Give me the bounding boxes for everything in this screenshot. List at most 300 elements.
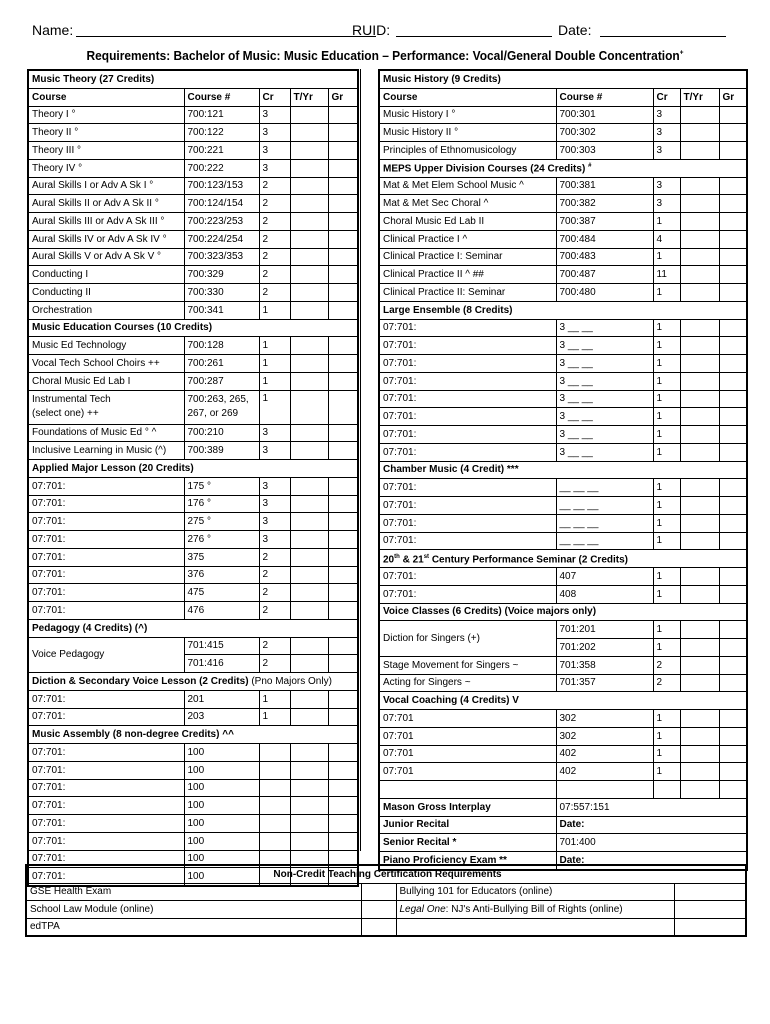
course-number: __ __ __ xyxy=(556,479,653,497)
table-row xyxy=(28,566,358,584)
term-year-cell[interactable] xyxy=(290,230,328,248)
credits: 2 xyxy=(259,284,290,302)
term-year-cell[interactable] xyxy=(680,124,719,142)
term-year-cell[interactable] xyxy=(290,655,328,673)
noncredit-requirements-table xyxy=(25,864,747,937)
grade-cell[interactable] xyxy=(719,674,747,692)
table-row xyxy=(379,727,747,745)
date-field[interactable] xyxy=(600,36,726,37)
credits xyxy=(259,761,290,779)
course-number: 700:301 xyxy=(556,106,653,124)
credits: 1 xyxy=(653,443,680,461)
term-year-cell[interactable] xyxy=(680,639,719,657)
section-header-row xyxy=(379,550,747,568)
grade-cell[interactable] xyxy=(328,195,358,213)
grade-cell[interactable] xyxy=(328,566,358,584)
grade-cell[interactable] xyxy=(328,602,358,620)
term-year-cell[interactable] xyxy=(290,495,328,513)
credits: 1 xyxy=(653,568,680,586)
course-name: 07:701: xyxy=(28,815,184,833)
course-name: 07:701: xyxy=(379,337,556,355)
section-header-row xyxy=(379,692,747,710)
term-year-cell[interactable] xyxy=(680,337,719,355)
table-row xyxy=(28,301,358,319)
term-year-cell[interactable] xyxy=(290,248,328,266)
term-year-cell[interactable] xyxy=(680,532,719,550)
credits: 1 xyxy=(653,621,680,639)
course-name: 07:701: xyxy=(28,761,184,779)
credits: 3 xyxy=(259,495,290,513)
name-label: Name: xyxy=(32,22,74,38)
term-year-cell[interactable] xyxy=(680,497,719,515)
credits xyxy=(259,832,290,850)
term-year-cell[interactable] xyxy=(680,763,719,781)
grade-cell[interactable] xyxy=(328,266,358,284)
course-number: 701:358 xyxy=(556,656,653,674)
credits: 1 xyxy=(653,390,680,408)
course-name: 07:701 xyxy=(379,727,556,745)
section-title: Music History (9 Credits) xyxy=(379,70,747,88)
course-number: 408 xyxy=(556,585,653,603)
check-cell[interactable] xyxy=(361,901,396,919)
grade-cell[interactable] xyxy=(719,745,747,763)
ruid-field[interactable] xyxy=(396,36,552,37)
grade-cell[interactable] xyxy=(328,177,358,195)
course-name: Aural Skills IV or Adv A Sk IV ° xyxy=(28,230,184,248)
course-name: Vocal Tech School Choirs ++ xyxy=(28,355,184,373)
term-year-cell[interactable] xyxy=(680,426,719,444)
grade-cell[interactable] xyxy=(719,337,747,355)
table-row xyxy=(28,708,358,726)
course-name: 07:701: xyxy=(379,443,556,461)
course-number: 700:128 xyxy=(184,337,259,355)
term-year-cell[interactable] xyxy=(290,815,328,833)
term-year-cell[interactable] xyxy=(290,779,328,797)
term-year-cell[interactable] xyxy=(290,797,328,815)
grade-cell[interactable] xyxy=(328,761,358,779)
grade-cell[interactable] xyxy=(719,213,747,231)
grade-cell[interactable] xyxy=(719,390,747,408)
term-year-cell[interactable] xyxy=(680,319,719,337)
term-year-cell[interactable] xyxy=(290,301,328,319)
grade-cell[interactable] xyxy=(719,142,747,160)
grade-cell[interactable] xyxy=(328,637,358,655)
term-year-cell[interactable] xyxy=(290,159,328,177)
term-year-cell[interactable] xyxy=(290,213,328,231)
term-year-cell[interactable] xyxy=(680,355,719,373)
grade-cell[interactable] xyxy=(328,248,358,266)
table-row xyxy=(28,602,358,620)
grade-cell[interactable] xyxy=(328,390,358,424)
term-year-cell[interactable] xyxy=(290,142,328,160)
credits: 1 xyxy=(259,708,290,726)
term-year-cell[interactable] xyxy=(290,531,328,549)
credits: 2 xyxy=(259,177,290,195)
term-year-cell[interactable] xyxy=(680,408,719,426)
course-name: 07:701: xyxy=(28,744,184,762)
grade-cell[interactable] xyxy=(328,779,358,797)
table-row xyxy=(379,816,747,834)
credits: 1 xyxy=(653,408,680,426)
section-title: Music Assembly (8 non-degree Credits) ^^ xyxy=(28,726,358,744)
term-year-cell[interactable] xyxy=(290,390,328,424)
term-year-cell[interactable] xyxy=(290,372,328,390)
requirement-cell: GSE Health Exam xyxy=(26,883,361,901)
table-row xyxy=(379,408,747,426)
term-year-cell[interactable] xyxy=(680,195,719,213)
course-number: 407 xyxy=(556,568,653,586)
grade-cell[interactable] xyxy=(719,585,747,603)
credits: 1 xyxy=(653,248,680,266)
section-title: Chamber Music (4 Credit) *** xyxy=(379,461,747,479)
grade-cell[interactable] xyxy=(719,230,747,248)
course-number: 3 __ __ xyxy=(556,390,653,408)
term-year-cell[interactable] xyxy=(290,761,328,779)
credits: 1 xyxy=(259,690,290,708)
credits xyxy=(653,781,680,799)
table-row xyxy=(379,337,747,355)
grade-cell[interactable] xyxy=(719,710,747,728)
grade-cell[interactable] xyxy=(328,284,358,302)
grade-cell[interactable] xyxy=(719,319,747,337)
term-year-cell[interactable] xyxy=(680,372,719,390)
grade-cell[interactable] xyxy=(719,621,747,639)
grade-cell[interactable] xyxy=(328,213,358,231)
credits: 11 xyxy=(653,266,680,284)
course-number: 701:416 xyxy=(184,655,259,673)
grade-cell[interactable] xyxy=(719,195,747,213)
term-year-cell[interactable] xyxy=(290,602,328,620)
term-year-cell[interactable] xyxy=(290,513,328,531)
term-year-cell[interactable] xyxy=(290,708,328,726)
name-field[interactable] xyxy=(76,36,376,37)
grade-cell[interactable] xyxy=(719,426,747,444)
course-name: Clinical Practice II: Seminar xyxy=(379,284,556,302)
course-number: 375 xyxy=(184,548,259,566)
course-name xyxy=(379,781,556,799)
grade-cell[interactable] xyxy=(328,797,358,815)
term-year-cell[interactable] xyxy=(290,442,328,460)
term-year-cell[interactable] xyxy=(680,230,719,248)
course-name: 07:701: xyxy=(28,832,184,850)
course-number: 3 __ __ xyxy=(556,319,653,337)
course-name: 07:701: xyxy=(379,390,556,408)
requirement-value[interactable]: 07:557:151 xyxy=(556,798,747,816)
term-year-cell[interactable] xyxy=(680,745,719,763)
term-year-cell[interactable] xyxy=(680,781,719,799)
course-number: 700:483 xyxy=(556,248,653,266)
term-year-cell[interactable] xyxy=(680,142,719,160)
table-row xyxy=(379,763,747,781)
grade-cell[interactable] xyxy=(328,708,358,726)
table-row xyxy=(28,142,358,160)
credits: 1 xyxy=(653,710,680,728)
grade-cell[interactable] xyxy=(719,124,747,142)
table-row xyxy=(28,548,358,566)
section-title: Diction & Secondary Voice Lesson (2 Credits) (Pno Majors Only) xyxy=(28,673,358,691)
course-number: 476 xyxy=(184,602,259,620)
grade-cell[interactable] xyxy=(719,514,747,532)
term-year-cell[interactable] xyxy=(290,337,328,355)
course-name: 07:701: xyxy=(28,868,184,886)
credits: 2 xyxy=(653,674,680,692)
table-row xyxy=(28,797,358,815)
grade-cell[interactable] xyxy=(328,442,358,460)
term-year-cell[interactable] xyxy=(680,514,719,532)
check-cell[interactable] xyxy=(674,918,746,936)
grade-cell[interactable] xyxy=(719,781,747,799)
check-cell[interactable] xyxy=(361,883,396,901)
term-year-cell[interactable] xyxy=(290,195,328,213)
credits: 2 xyxy=(259,195,290,213)
grade-cell[interactable] xyxy=(719,408,747,426)
credits: 1 xyxy=(259,355,290,373)
course-name: 07:701: xyxy=(379,532,556,550)
grade-cell[interactable] xyxy=(328,372,358,390)
section-header-row xyxy=(28,70,358,88)
section-title: Applied Major Lesson (20 Credits) xyxy=(28,460,358,478)
grade-cell[interactable] xyxy=(328,230,358,248)
course-name: Theory III ° xyxy=(28,142,184,160)
section-title: Vocal Coaching (4 Credits) V xyxy=(379,692,747,710)
section-title: 20th & 21st Century Performance Seminar (2 Credits) xyxy=(379,550,747,568)
course-number: 203 xyxy=(184,708,259,726)
term-year-cell[interactable] xyxy=(680,568,719,586)
grade-cell[interactable] xyxy=(719,355,747,373)
term-year-cell[interactable] xyxy=(680,710,719,728)
term-year-cell[interactable] xyxy=(680,266,719,284)
course-name: 07:701: xyxy=(379,585,556,603)
grade-cell[interactable] xyxy=(328,477,358,495)
credits: 2 xyxy=(259,213,290,231)
check-cell[interactable] xyxy=(674,901,746,919)
grade-cell[interactable] xyxy=(719,372,747,390)
term-year-cell[interactable] xyxy=(680,585,719,603)
course-number: __ __ __ xyxy=(556,497,653,515)
term-year-cell[interactable] xyxy=(680,284,719,302)
table-row xyxy=(379,390,747,408)
course-number: 700:224/254 xyxy=(184,230,259,248)
requirement-value[interactable]: Date: xyxy=(556,816,747,834)
grade-cell[interactable] xyxy=(328,159,358,177)
term-year-cell[interactable] xyxy=(290,266,328,284)
term-year-cell[interactable] xyxy=(680,621,719,639)
table-row xyxy=(379,230,747,248)
term-year-cell[interactable] xyxy=(680,213,719,231)
grade-cell[interactable] xyxy=(719,532,747,550)
credits: 3 xyxy=(259,513,290,531)
grade-cell[interactable] xyxy=(719,284,747,302)
grade-cell[interactable] xyxy=(328,124,358,142)
table-row xyxy=(28,744,358,762)
term-year-cell[interactable] xyxy=(290,355,328,373)
term-year-cell[interactable] xyxy=(680,443,719,461)
term-year-cell[interactable] xyxy=(290,690,328,708)
credits: 1 xyxy=(653,426,680,444)
section-title: Large Ensemble (8 Credits) xyxy=(379,301,747,319)
term-year-cell[interactable] xyxy=(680,177,719,195)
term-year-cell[interactable] xyxy=(290,832,328,850)
term-year-cell[interactable] xyxy=(680,106,719,124)
course-number: 3 __ __ xyxy=(556,355,653,373)
course-name: Aural Skills II or Adv A Sk II ° xyxy=(28,195,184,213)
course-number: 701:202 xyxy=(556,639,653,657)
table-row xyxy=(379,284,747,302)
course-number: 402 xyxy=(556,763,653,781)
left-requirements-table xyxy=(27,69,359,887)
course-number: 100 xyxy=(184,868,259,886)
requirement-label: Piano Proficiency Exam ** xyxy=(379,852,556,870)
course-name: Stage Movement for Singers ~ xyxy=(379,656,556,674)
term-year-cell[interactable] xyxy=(290,284,328,302)
course-number xyxy=(556,781,653,799)
requirement-value[interactable]: Date: xyxy=(556,852,747,870)
course-number: 700:210 xyxy=(184,424,259,442)
term-year-cell[interactable] xyxy=(290,744,328,762)
noncredit-title: Non-Credit Teaching Certification Requirements xyxy=(26,865,746,883)
grade-cell[interactable] xyxy=(328,495,358,513)
course-name: Clinical Practice II ^ ## xyxy=(379,266,556,284)
course-name: 07:701 xyxy=(379,763,556,781)
credits: 3 xyxy=(259,424,290,442)
grade-cell[interactable] xyxy=(328,142,358,160)
course-name: Aural Skills V or Adv A Sk V ° xyxy=(28,248,184,266)
grade-cell[interactable] xyxy=(328,355,358,373)
course-name: Diction for Singers (+) xyxy=(379,621,556,657)
credits: 2 xyxy=(259,637,290,655)
table-row xyxy=(28,779,358,797)
credits: 4 xyxy=(653,230,680,248)
section-title: Music Theory (27 Credits) xyxy=(28,70,358,88)
term-year-cell[interactable] xyxy=(680,390,719,408)
grade-cell[interactable] xyxy=(328,337,358,355)
course-name: 07:701 xyxy=(379,710,556,728)
section-header-row xyxy=(379,70,747,88)
credits: 1 xyxy=(653,514,680,532)
grade-cell[interactable] xyxy=(328,744,358,762)
grade-cell[interactable] xyxy=(719,248,747,266)
requirement-cell: Legal One: NJ's Anti-Bullying Bill of Rights (online) xyxy=(396,901,674,919)
table-row xyxy=(379,497,747,515)
grade-cell[interactable] xyxy=(719,568,747,586)
course-name: 07:701: xyxy=(28,850,184,868)
grade-cell[interactable] xyxy=(719,106,747,124)
credits: 2 xyxy=(259,584,290,602)
grade-cell[interactable] xyxy=(328,655,358,673)
course-number: 700:287 xyxy=(184,372,259,390)
credits xyxy=(259,744,290,762)
course-name: 07:701: xyxy=(28,548,184,566)
grade-cell[interactable] xyxy=(719,479,747,497)
course-number: 700:121 xyxy=(184,106,259,124)
course-number: 700:223/253 xyxy=(184,213,259,231)
course-name: Music Ed Technology xyxy=(28,337,184,355)
course-number: 3 __ __ xyxy=(556,372,653,390)
term-year-cell[interactable] xyxy=(680,479,719,497)
term-year-cell[interactable] xyxy=(290,548,328,566)
requirement-value[interactable]: 701:400 xyxy=(556,834,747,852)
check-cell[interactable] xyxy=(361,918,396,936)
grade-cell[interactable] xyxy=(328,548,358,566)
grade-cell[interactable] xyxy=(328,301,358,319)
course-number: 700:329 xyxy=(184,266,259,284)
term-year-cell[interactable] xyxy=(290,177,328,195)
grade-cell[interactable] xyxy=(328,584,358,602)
table-row xyxy=(379,621,747,639)
grade-cell[interactable] xyxy=(328,531,358,549)
term-year-cell[interactable] xyxy=(680,674,719,692)
grade-cell[interactable] xyxy=(328,832,358,850)
course-name: 07:701: xyxy=(28,531,184,549)
grade-cell[interactable] xyxy=(719,177,747,195)
course-name: Clinical Practice I: Seminar xyxy=(379,248,556,266)
right-requirements-table xyxy=(378,69,748,871)
column-header-course-num: Course # xyxy=(184,88,259,106)
course-number: 276 ° xyxy=(184,531,259,549)
course-number: 700:487 xyxy=(556,266,653,284)
course-name: Acting for Singers ~ xyxy=(379,674,556,692)
table-row xyxy=(28,584,358,602)
table-row xyxy=(379,781,747,799)
course-name: 07:701: xyxy=(28,477,184,495)
section-header-row xyxy=(379,461,747,479)
grade-cell[interactable] xyxy=(719,443,747,461)
grade-cell[interactable] xyxy=(719,763,747,781)
course-number: 700:341 xyxy=(184,301,259,319)
grade-cell[interactable] xyxy=(719,497,747,515)
term-year-cell[interactable] xyxy=(290,584,328,602)
course-name: 07:701: xyxy=(379,568,556,586)
course-number: 100 xyxy=(184,832,259,850)
term-year-cell[interactable] xyxy=(290,566,328,584)
course-name: Choral Music Ed Lab I xyxy=(28,372,184,390)
term-year-cell[interactable] xyxy=(290,106,328,124)
table-row xyxy=(379,177,747,195)
grade-cell[interactable] xyxy=(328,424,358,442)
course-number: 3 __ __ xyxy=(556,443,653,461)
course-number: 376 xyxy=(184,566,259,584)
grade-cell[interactable] xyxy=(719,266,747,284)
grade-cell[interactable] xyxy=(328,815,358,833)
term-year-cell[interactable] xyxy=(290,424,328,442)
grade-cell[interactable] xyxy=(719,656,747,674)
grade-cell[interactable] xyxy=(328,690,358,708)
grade-cell[interactable] xyxy=(719,727,747,745)
term-year-cell[interactable] xyxy=(290,637,328,655)
grade-cell[interactable] xyxy=(328,106,358,124)
requirement-label: Senior Recital * xyxy=(379,834,556,852)
course-number: 700:480 xyxy=(556,284,653,302)
page-title: Requirements: Bachelor of Music: Music Education – Performance: Vocal/General Double Concentration+ xyxy=(86,48,684,63)
course-number: __ __ __ xyxy=(556,514,653,532)
table-row xyxy=(379,585,747,603)
grade-cell[interactable] xyxy=(719,639,747,657)
term-year-cell[interactable] xyxy=(680,248,719,266)
grade-cell[interactable] xyxy=(328,513,358,531)
table-row xyxy=(379,674,747,692)
term-year-cell[interactable] xyxy=(290,477,328,495)
check-cell[interactable] xyxy=(674,883,746,901)
section-title: Music Education Courses (10 Credits) xyxy=(28,319,358,337)
table-row xyxy=(379,124,747,142)
term-year-cell[interactable] xyxy=(680,727,719,745)
course-name: 07:701: xyxy=(28,690,184,708)
credits: 1 xyxy=(653,763,680,781)
term-year-cell[interactable] xyxy=(680,656,719,674)
table-row xyxy=(379,532,747,550)
term-year-cell[interactable] xyxy=(290,124,328,142)
column-header-tyr: T/Yr xyxy=(680,88,719,106)
